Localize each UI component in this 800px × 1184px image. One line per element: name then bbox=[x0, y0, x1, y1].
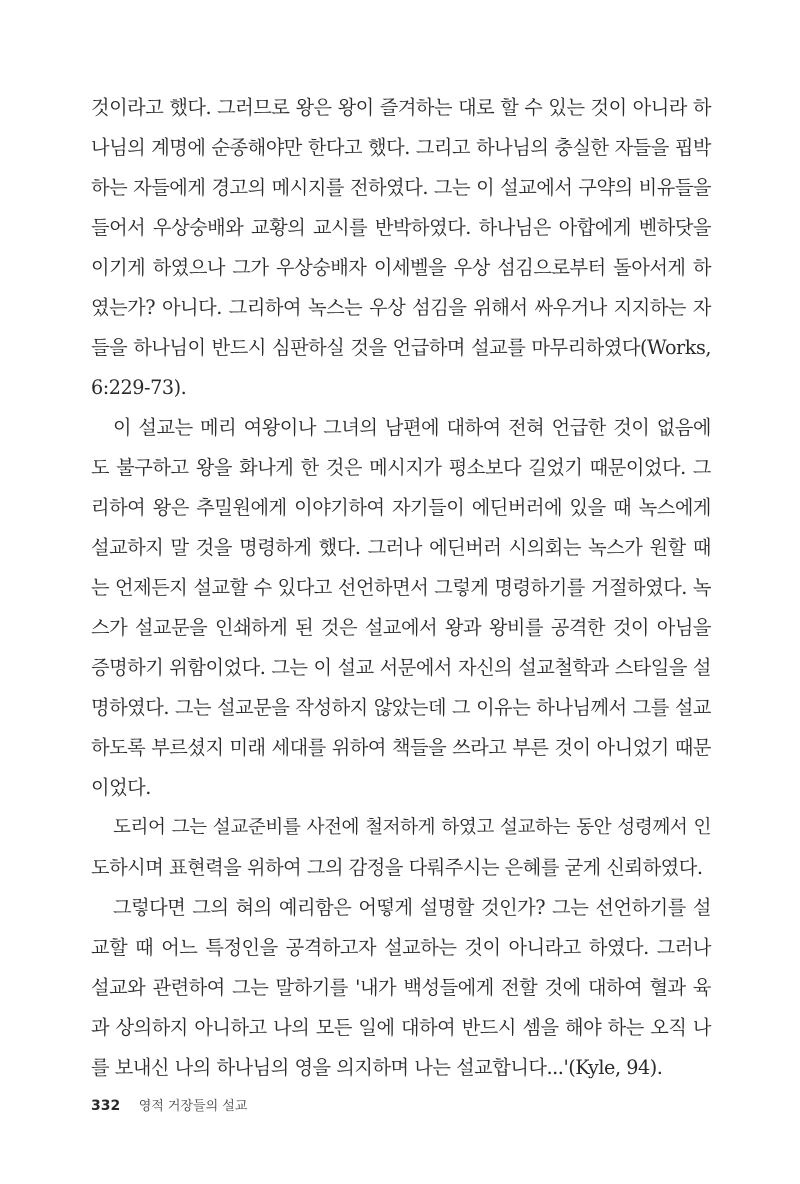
text-line: 나님의 계명에 순종해야만 한다고 했다. 그리고 하나님의 충실한 자들을 핍박 bbox=[91, 136, 711, 159]
text-line: 스가 설교문을 인쇄하게 된 것은 설교에서 왕과 왕비를 공격한 것이 아님을 bbox=[91, 616, 711, 639]
text-line: 이 설교는 메리 여왕이나 그녀의 남편에 대하여 전혀 언급한 것이 없음에 bbox=[113, 416, 711, 439]
text-line: 리하여 왕은 추밀원에게 이야기하여 자기들이 에딘버러에 있을 때 녹스에게 bbox=[91, 496, 711, 519]
text-line: 는 언제든지 설교할 수 있다고 선언하면서 그렇게 명령하기를 거절하였다. 녹 bbox=[91, 576, 711, 599]
text-line: 이기게 하였으나 그가 우상숭배자 이세벨을 우상 섬김으로부터 돌아서게 하 bbox=[91, 256, 711, 279]
page-number: 332 bbox=[91, 1098, 121, 1114]
text-line: 6:229-73). bbox=[91, 376, 187, 399]
paragraph bbox=[91, 808, 711, 888]
text-line: 증명하기 위함이었다. 그는 이 설교 서문에서 자신의 설교철학과 스타일을 설 bbox=[91, 656, 711, 679]
text-line: 설교와 관련하여 그는 말하기를 '내가 백성들에게 전할 것에 대하여 혈과 육 bbox=[91, 976, 711, 999]
paragraph bbox=[91, 888, 711, 1088]
text-line: 였는가? 아니다. 그리하여 녹스는 우상 섬김을 위해서 싸우거나 지지하는 자 bbox=[91, 296, 711, 319]
paragraph bbox=[91, 88, 711, 408]
running-title: 영적 거장들의 설교 bbox=[138, 1099, 248, 1114]
page-footer bbox=[91, 1096, 247, 1117]
text-line: 하도록 부르셨지 미래 세대를 위하여 책들을 쓰라고 부른 것이 아니었기 때문 bbox=[91, 736, 711, 759]
text-line: 교할 때 어느 특정인을 공격하고자 설교하는 것이 아니라고 하였다. 그러나 bbox=[91, 936, 711, 959]
text-line: 도 불구하고 왕을 화나게 한 것은 메시지가 평소보다 길었기 때문이었다. 그 bbox=[91, 456, 711, 479]
page-body bbox=[91, 88, 711, 1088]
paragraph bbox=[91, 408, 711, 808]
text-line: 것이라고 했다. 그러므로 왕은 왕이 즐겨하는 대로 할 수 있는 것이 아니라 하 bbox=[91, 96, 711, 119]
text-line: 과 상의하지 아니하고 나의 모든 일에 대하여 반드시 셈을 해야 하는 오직 나 bbox=[91, 1016, 711, 1039]
text-line: 도하시며 표현력을 위하여 그의 감정을 다뤄주시는 은혜를 굳게 신뢰하였다. bbox=[91, 856, 703, 879]
text-line: 그렇다면 그의 혀의 예리함은 어떻게 설명할 것인가? 그는 선언하기를 설 bbox=[113, 896, 711, 919]
text-line: 들을 하나님이 반드시 심판하실 것을 언급하며 설교를 마무리하였다(Works, bbox=[91, 336, 711, 359]
text-line: 하는 자들에게 경고의 메시지를 전하였다. 그는 이 설교에서 구약의 비유들을 bbox=[91, 176, 711, 199]
text-line: 도리어 그는 설교준비를 사전에 철저하게 하였고 설교하는 동안 성령께서 인 bbox=[113, 817, 711, 838]
text-line: 를 보내신 나의 하나님의 영을 의지하며 나는 설교합니다...'(Kyle, 94). bbox=[91, 1056, 663, 1079]
text-line: 들어서 우상숭배와 교황의 교시를 반박하였다. 하나님은 아합에게 벤하닷을 bbox=[91, 216, 711, 239]
text-line: 명하였다. 그는 설교문을 작성하지 않았는데 그 이유는 하나님께서 그를 설교 bbox=[91, 696, 711, 719]
text-line: 설교하지 말 것을 명령하게 했다. 그러나 에딘버러 시의회는 녹스가 원할 때 bbox=[91, 536, 711, 559]
text-line: 이었다. bbox=[91, 776, 151, 799]
